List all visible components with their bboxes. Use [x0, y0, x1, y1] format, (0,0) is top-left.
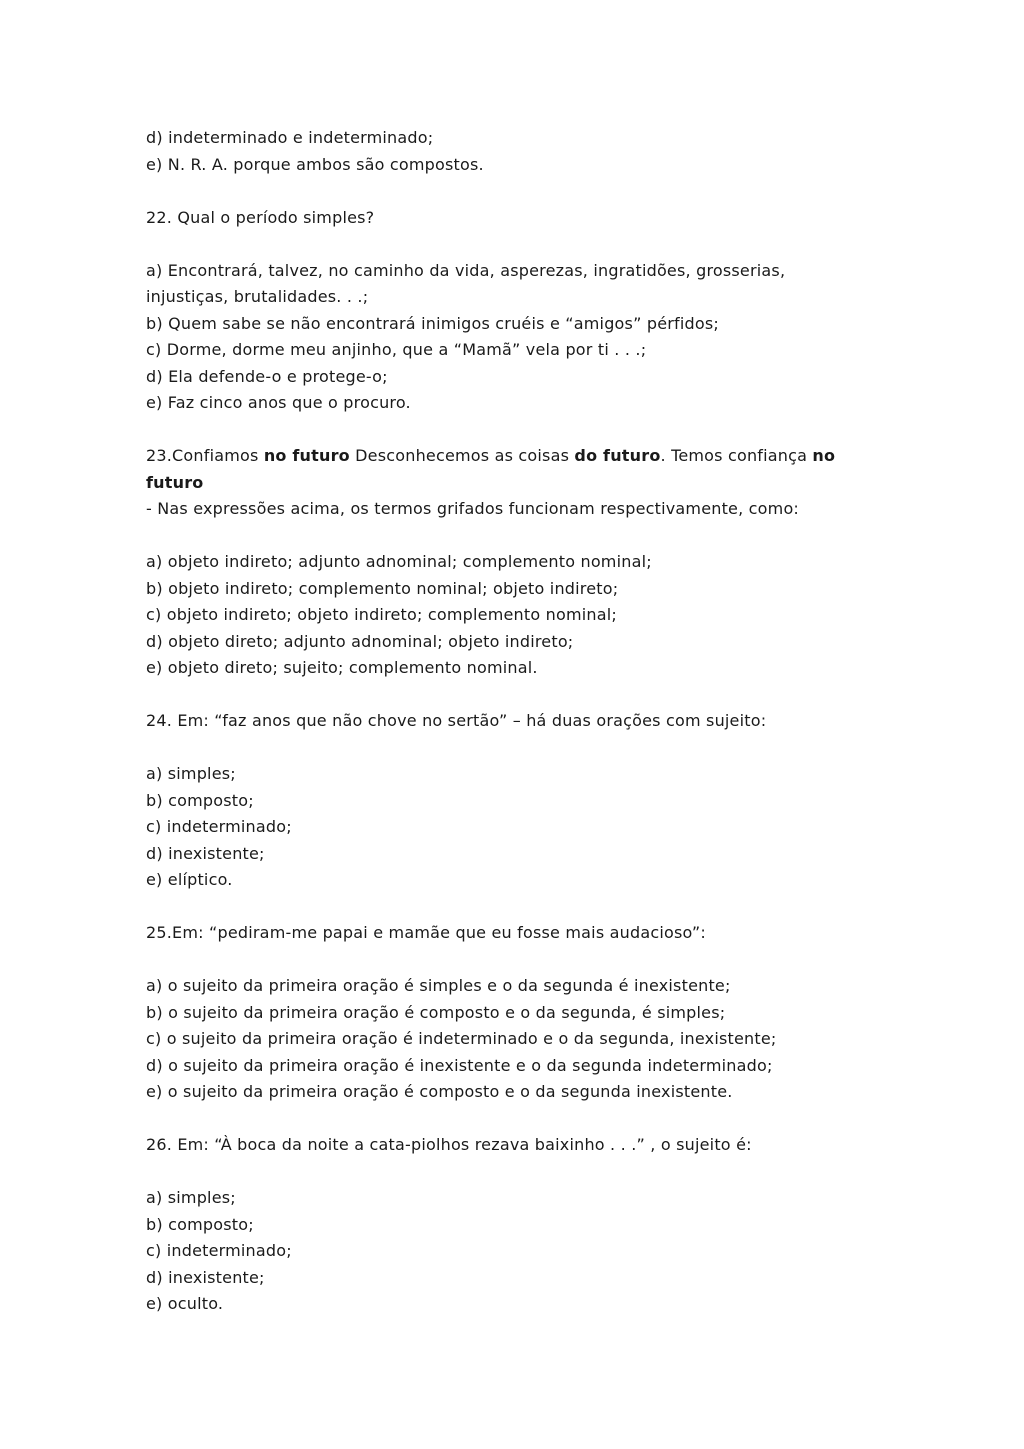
q23-bold-term-1: no futuro	[263, 446, 350, 465]
q24-option-a: a) simples;	[146, 764, 236, 783]
spacer	[146, 523, 906, 550]
q23-text-2: Desconhecemos as coisas	[349, 446, 575, 465]
q23-bold-term-3b: futuro	[146, 472, 204, 492]
q23-text-1: 23.Confiamos	[146, 446, 264, 465]
spacer	[146, 894, 906, 921]
q23-option-e: e) objeto direto; sujeito; complemento nominal.	[146, 658, 538, 677]
spacer	[146, 1106, 906, 1133]
q24-option-e: e) elíptico.	[146, 870, 233, 889]
q23-option-a: a) objeto indireto; adjunto adnominal; complemento nominal;	[146, 552, 652, 571]
q21-option-e: e) N. R. A. porque ambos são compostos.	[146, 154, 484, 174]
q23-question	[146, 443, 906, 470]
spacer	[146, 682, 906, 709]
q26-option-c: c) indeterminado;	[146, 1241, 292, 1260]
q22-option-a: a) Encontrará, talvez, no caminho da vida, asperezas, ingratidões, grosserias,	[146, 260, 786, 280]
q21-option-d: d) indeterminado e indeterminado;	[146, 128, 434, 147]
q23-text-3: . Temos confiança	[660, 446, 813, 465]
q22-option-d: d) Ela defende-o e protege-o;	[146, 366, 388, 386]
q22-option-e: e) Faz cinco anos que o procuro.	[146, 393, 411, 412]
q26-option-a: a) simples;	[146, 1188, 236, 1207]
q22-option-c: c) Dorme, dorme meu anjinho, que a “Mamã” vela por ti . . .;	[146, 340, 647, 359]
q25-option-d: d) o sujeito da primeira oração é inexistente e o da segunda indeterminado;	[146, 1055, 773, 1075]
q24-option-b: b) composto;	[146, 790, 254, 810]
q25-option-a: a) o sujeito da primeira oração é simples e o da segunda é inexistente;	[146, 976, 731, 995]
q22-option-a-cont: injustiças, brutalidades. . .;	[146, 287, 369, 306]
q23-option-c: c) objeto indireto; objeto indireto; complemento nominal;	[146, 605, 617, 624]
spacer	[146, 1159, 906, 1186]
q24-option-c: c) indeterminado;	[146, 817, 292, 836]
spacer	[146, 735, 906, 762]
q26-option-e: e) oculto.	[146, 1294, 224, 1313]
q25-option-c: c) o sujeito da primeira oração é indeterminado e o da segunda, inexistente;	[146, 1029, 777, 1048]
q22-question: 22. Qual o período simples?	[146, 207, 375, 227]
q25-option-e: e) o sujeito da primeira oração é composto e o da segunda inexistente.	[146, 1082, 733, 1101]
q23-bold-term-2: do futuro	[574, 446, 661, 465]
q23-option-d: d) objeto direto; adjunto adnominal; objeto indireto;	[146, 631, 574, 651]
q25-option-b: b) o sujeito da primeira oração é composto e o da segunda, é simples;	[146, 1002, 726, 1022]
q24-option-d: d) inexistente;	[146, 843, 265, 863]
spacer	[146, 947, 906, 974]
q24-question: 24. Em: “faz anos que não chove no sertão” – há duas orações com sujeito:	[146, 711, 767, 730]
q22-option-b: b) Quem sabe se não encontrará inimigos cruéis e “amigos” pérfidos;	[146, 313, 719, 333]
q26-question: 26. Em: “À boca da noite a cata-piolhos rezava baixinho . . .” , o sujeito é:	[146, 1135, 752, 1154]
document-page	[146, 125, 906, 1318]
q23-bold-term-3a: no	[812, 446, 836, 465]
q26-option-b: b) composto;	[146, 1214, 254, 1234]
q26-option-d: d) inexistente;	[146, 1267, 265, 1287]
spacer	[146, 178, 906, 205]
q23-instruction: - Nas expressões acima, os termos grifados funcionam respectivamente, como:	[146, 499, 800, 518]
q23-option-b: b) objeto indireto; complemento nominal; objeto indireto;	[146, 578, 619, 598]
q25-question: 25.Em: “pediram-me papai e mamãe que eu fosse mais audacioso”:	[146, 923, 707, 942]
spacer	[146, 231, 906, 258]
spacer	[146, 417, 906, 444]
